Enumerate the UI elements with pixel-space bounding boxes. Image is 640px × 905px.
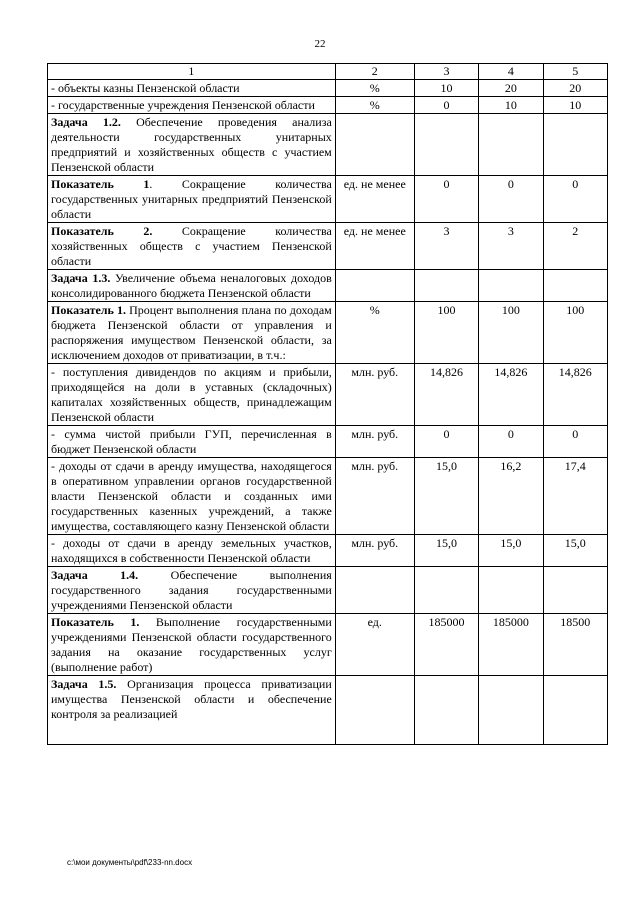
table-row <box>48 364 608 426</box>
row-description <box>48 223 336 270</box>
row-value-3: 3 <box>414 223 478 270</box>
row-description <box>48 567 336 614</box>
table-row <box>48 426 608 458</box>
row-text: Обеспечение выполнения государственного задания государственными учреждениями Пензенской области <box>51 568 332 612</box>
row-value-3: 15,0 <box>414 458 478 535</box>
table-row <box>48 302 608 364</box>
row-value-5 <box>543 114 607 176</box>
row-description <box>48 614 336 676</box>
row-description <box>48 97 336 114</box>
table-row <box>48 270 608 302</box>
row-kind: Задача 1.3. <box>51 271 111 285</box>
row-unit: % <box>335 97 414 114</box>
row-unit <box>335 676 414 745</box>
table-row <box>48 114 608 176</box>
row-value-4: 100 <box>479 302 543 364</box>
table-header-row <box>48 64 608 80</box>
table-row <box>48 97 608 114</box>
row-unit: млн. руб. <box>335 458 414 535</box>
row-unit: млн. руб. <box>335 364 414 426</box>
row-value-4: 14,826 <box>479 364 543 426</box>
row-text: - поступления дивидендов по акциям и прибыли, приходящейся на доли в уставных (складочных) капиталах хозяйственных обществ, принадлежащим Пензенской области <box>51 365 332 424</box>
row-description <box>48 458 336 535</box>
row-unit: % <box>335 302 414 364</box>
row-value-4: 0 <box>479 426 543 458</box>
row-value-5: 2 <box>543 223 607 270</box>
table-row <box>48 80 608 97</box>
row-text: - государственные учреждения Пензенской области <box>51 98 315 112</box>
row-value-5: 10 <box>543 97 607 114</box>
row-value-3 <box>414 270 478 302</box>
row-kind: Показатель 1 <box>51 177 150 191</box>
table-row <box>48 676 608 745</box>
row-value-5: 18500 <box>543 614 607 676</box>
page-number: 22 <box>314 38 326 50</box>
row-text: Организация процесса приватизации имущества Пензенской области и обеспечение контроля за реализацией <box>51 677 332 721</box>
row-kind: Показатель 1. <box>51 615 140 629</box>
row-value-5 <box>543 567 607 614</box>
row-value-4: 20 <box>479 80 543 97</box>
row-value-3 <box>414 567 478 614</box>
row-kind: Задача 1.4. <box>51 568 139 582</box>
row-text: - объекты казны Пензенской области <box>51 81 240 95</box>
row-text: - сумма чистой прибыли ГУП, перечисленная в бюджет Пензенской области <box>51 427 332 456</box>
table-row <box>48 535 608 567</box>
table-row <box>48 223 608 270</box>
row-value-5: 17,4 <box>543 458 607 535</box>
row-description <box>48 426 336 458</box>
row-text: Сокращение количества хозяйственных обществ с участием Пензенской области <box>51 224 332 268</box>
row-description <box>48 176 336 223</box>
row-value-5 <box>543 270 607 302</box>
row-value-3: 185000 <box>414 614 478 676</box>
row-text: Выполнение государственными учреждениями Пензенской области государственного задания на оказание государственных услуг (выполнение работ) <box>51 615 332 674</box>
table-row <box>48 614 608 676</box>
row-unit: ед. <box>335 614 414 676</box>
row-value-5: 15,0 <box>543 535 607 567</box>
row-text: Увеличение объема неналоговых доходов консолидированного бюджета Пензенской области <box>51 271 332 300</box>
row-value-3: 15,0 <box>414 535 478 567</box>
row-unit <box>335 114 414 176</box>
row-unit: млн. руб. <box>335 535 414 567</box>
row-value-3 <box>414 114 478 176</box>
row-value-4: 16,2 <box>479 458 543 535</box>
row-description <box>48 80 336 97</box>
row-description <box>48 302 336 364</box>
row-value-5: 0 <box>543 426 607 458</box>
row-value-5 <box>543 676 607 745</box>
row-value-3: 0 <box>414 176 478 223</box>
row-value-4 <box>479 270 543 302</box>
row-description <box>48 270 336 302</box>
row-text: . Сокращение количества государственных унитарных предприятий Пензенской области <box>51 177 332 221</box>
row-unit: ед. не менее <box>335 176 414 223</box>
row-value-3: 0 <box>414 97 478 114</box>
row-description <box>48 364 336 426</box>
row-description <box>48 535 336 567</box>
row-unit: млн. руб. <box>335 426 414 458</box>
row-value-4 <box>479 567 543 614</box>
row-value-5: 0 <box>543 176 607 223</box>
row-description <box>48 114 336 176</box>
row-value-3: 100 <box>414 302 478 364</box>
row-value-4 <box>479 676 543 745</box>
row-description <box>48 676 336 745</box>
row-value-4: 15,0 <box>479 535 543 567</box>
row-kind: Показатель 1. <box>51 303 127 317</box>
row-kind: Задача 1.5. <box>51 677 117 691</box>
header-cell: 5 <box>543 64 607 80</box>
row-kind: Показатель 2. <box>51 224 153 238</box>
row-value-4 <box>479 114 543 176</box>
table-row <box>48 458 608 535</box>
row-value-5: 14,826 <box>543 364 607 426</box>
row-value-5: 100 <box>543 302 607 364</box>
row-unit <box>335 270 414 302</box>
row-unit <box>335 567 414 614</box>
row-text: Процент выполнения плана по доходам бюджета Пензенской области от управления и распоряжения имуществом Пензенской области, за исключением доходов от приватизации, в т.ч.: <box>51 303 332 362</box>
row-value-3: 0 <box>414 426 478 458</box>
row-text: Обеспечение проведения анализа деятельности государственных унитарных предприятий и хозяйственных обществ с участием Пензенской области <box>51 115 332 174</box>
table-row <box>48 176 608 223</box>
header-cell: 3 <box>414 64 478 80</box>
indicators-table <box>47 63 608 745</box>
row-value-4: 0 <box>479 176 543 223</box>
row-value-4: 185000 <box>479 614 543 676</box>
table-row <box>48 567 608 614</box>
row-unit: % <box>335 80 414 97</box>
row-value-4: 3 <box>479 223 543 270</box>
row-value-3: 14,826 <box>414 364 478 426</box>
row-kind: Задача 1.2. <box>51 115 121 129</box>
row-value-5: 20 <box>543 80 607 97</box>
row-text: - доходы от сдачи в аренду имущества, находящегося в оперативном управлении органов государственной власти Пензенской области и созданных ими государственных казенных учреждений, а также имущества, составляющего казну Пензенской области <box>51 459 332 533</box>
row-value-4: 10 <box>479 97 543 114</box>
row-value-3: 10 <box>414 80 478 97</box>
row-text: - доходы от сдачи в аренду земельных участков, находящихся в собственности Пензенской области <box>51 536 332 565</box>
row-value-3 <box>414 676 478 745</box>
header-cell: 4 <box>479 64 543 80</box>
file-path-footer: c:\мои документы\pdf\233-nn.docx <box>67 858 193 867</box>
header-cell: 2 <box>335 64 414 80</box>
header-cell: 1 <box>48 64 336 80</box>
row-unit: ед. не менее <box>335 223 414 270</box>
